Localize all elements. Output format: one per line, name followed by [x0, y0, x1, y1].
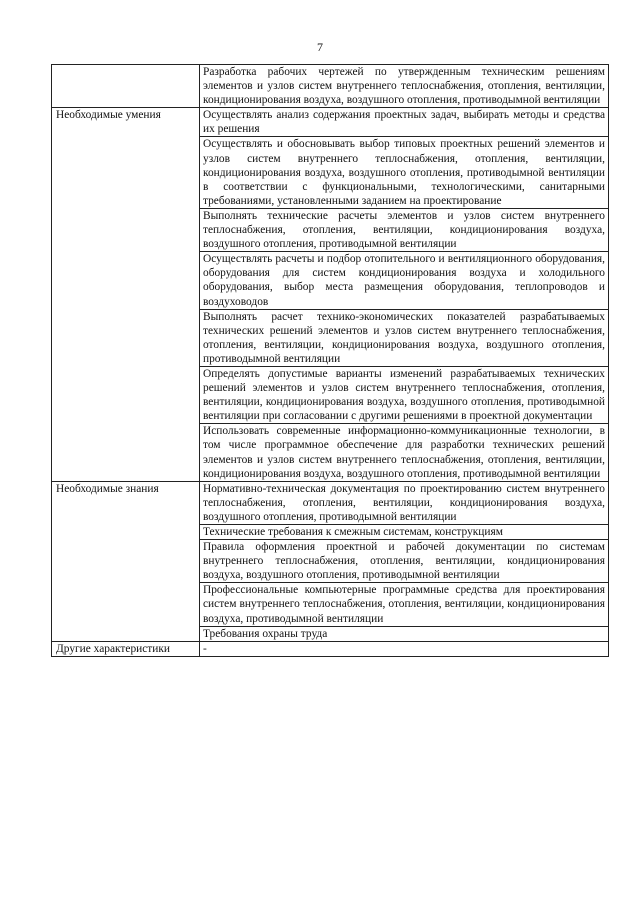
- skills-label: Необходимые умения: [52, 108, 200, 481]
- table-row-other: [52, 641, 609, 656]
- page-number: 7: [317, 40, 323, 54]
- skills-item: [200, 309, 609, 366]
- skills-item: [200, 252, 609, 309]
- table-row-skills: [52, 108, 609, 137]
- table-cell-text: Разработка рабочих чертежей по утвержденным техническим решениям элементов и узлов систем внутреннего теплоснабжения, отопления, вентиляции, кондиционирования воздуха, воздушного отопления, противодымной вентиляции: [203, 66, 605, 107]
- other-value: -: [200, 641, 609, 656]
- skills-item: [200, 108, 609, 137]
- table-cell-text: Технические требования к смежным системам, конструкциям: [203, 526, 503, 538]
- empty-label-cell: [52, 65, 200, 108]
- table-cell-text: Осуществлять анализ содержания проектных задач, выбирать методы и средства их решения: [203, 109, 605, 136]
- table-cell-text: Выполнять технические расчеты элементов и узлов систем внутреннего теплоснабжения, отопления, вентиляции, кондиционирования воздуха, воздушного отопления, противодымной вентиляции: [203, 209, 605, 251]
- table-cell-text: Нормативно-техническая документация по проектированию систем внутреннего теплоснабжения, отопления, вентиляции, кондиционирования воздуха, воздушного отопления, противодымной вентиляции: [203, 482, 605, 523]
- knowledge-item: [200, 626, 609, 641]
- knowledge-item: [200, 583, 609, 626]
- table-cell-text: Определять допустимые варианты изменений разрабатываемых технических решений элементов и узлов систем внутреннего теплоснабжения, отопления, вентиляции, кондиционирования воздуха, воздушного отопления, противодымной вентиляции при согласовании с другими решениями в проектной документации: [203, 367, 605, 423]
- other-label: Другие характеристики: [52, 641, 200, 656]
- skills-item: [200, 208, 609, 251]
- table-cell-text: Осуществлять расчеты и подбор отопительного и вентиляционного оборудования, оборудования для систем кондиционирования воздуха и холодильного оборудования, выбор места размещения оборудования, теплопроводов и воздуховодов: [203, 253, 605, 308]
- knowledge-item: [200, 540, 609, 583]
- table-cell-text: Выполнять расчет технико-экономических показателей разрабатываемых технических решений элементов и узлов систем внутреннего теплоснабжения, отопления, вентиляции, кондиционирования воздуха, воздушного отопления, противодымной вентиляции: [203, 310, 605, 365]
- table-cell-text: Правила оформления проектной и рабочей документации по системам внутреннего теплоснабжения, отопления, вентиляции, кондиционирования воздуха, воздушного отопления, противодымной вентиляции: [203, 541, 605, 582]
- knowledge-item: [200, 525, 609, 540]
- skills-item: [200, 366, 609, 423]
- skills-item: [200, 137, 609, 208]
- table-cell-text: Использовать современные информационно-коммуникационные технологии, в том числе программное обеспечение для разработки технических решений элементов и узлов систем внутреннего теплоснабжения, отопления, вентиляции, кондиционирования воздуха, воздушного отопления, противодымной вентиляции: [203, 425, 605, 480]
- table-row-knowledge: [52, 481, 609, 524]
- table-cell-text: Осуществлять и обосновывать выбор типовых проектных решений элементов и узлов систем внутреннего теплоснабжения, отопления, вентиляции, кондиционирования воздуха, воздушного отопления, противодымной вентиляции в соответствии с функциональными, технологическими, санитарными требованиями, установленными заданием на проектирование: [203, 138, 605, 207]
- continuation-cell: [200, 65, 609, 108]
- knowledge-label: Необходимые знания: [52, 481, 200, 641]
- table-cell-text: Профессиональные компьютерные программные средства для проектирования систем внутреннего теплоснабжения, отопления, вентиляции, кондиционирования воздуха, противодымной вентиляции: [203, 584, 605, 625]
- skills-item: [200, 424, 609, 481]
- knowledge-item: [200, 481, 609, 524]
- table-row-continuation: [52, 65, 609, 108]
- requirements-table: [51, 64, 609, 657]
- table-cell-text: Требования охраны труда: [203, 627, 328, 640]
